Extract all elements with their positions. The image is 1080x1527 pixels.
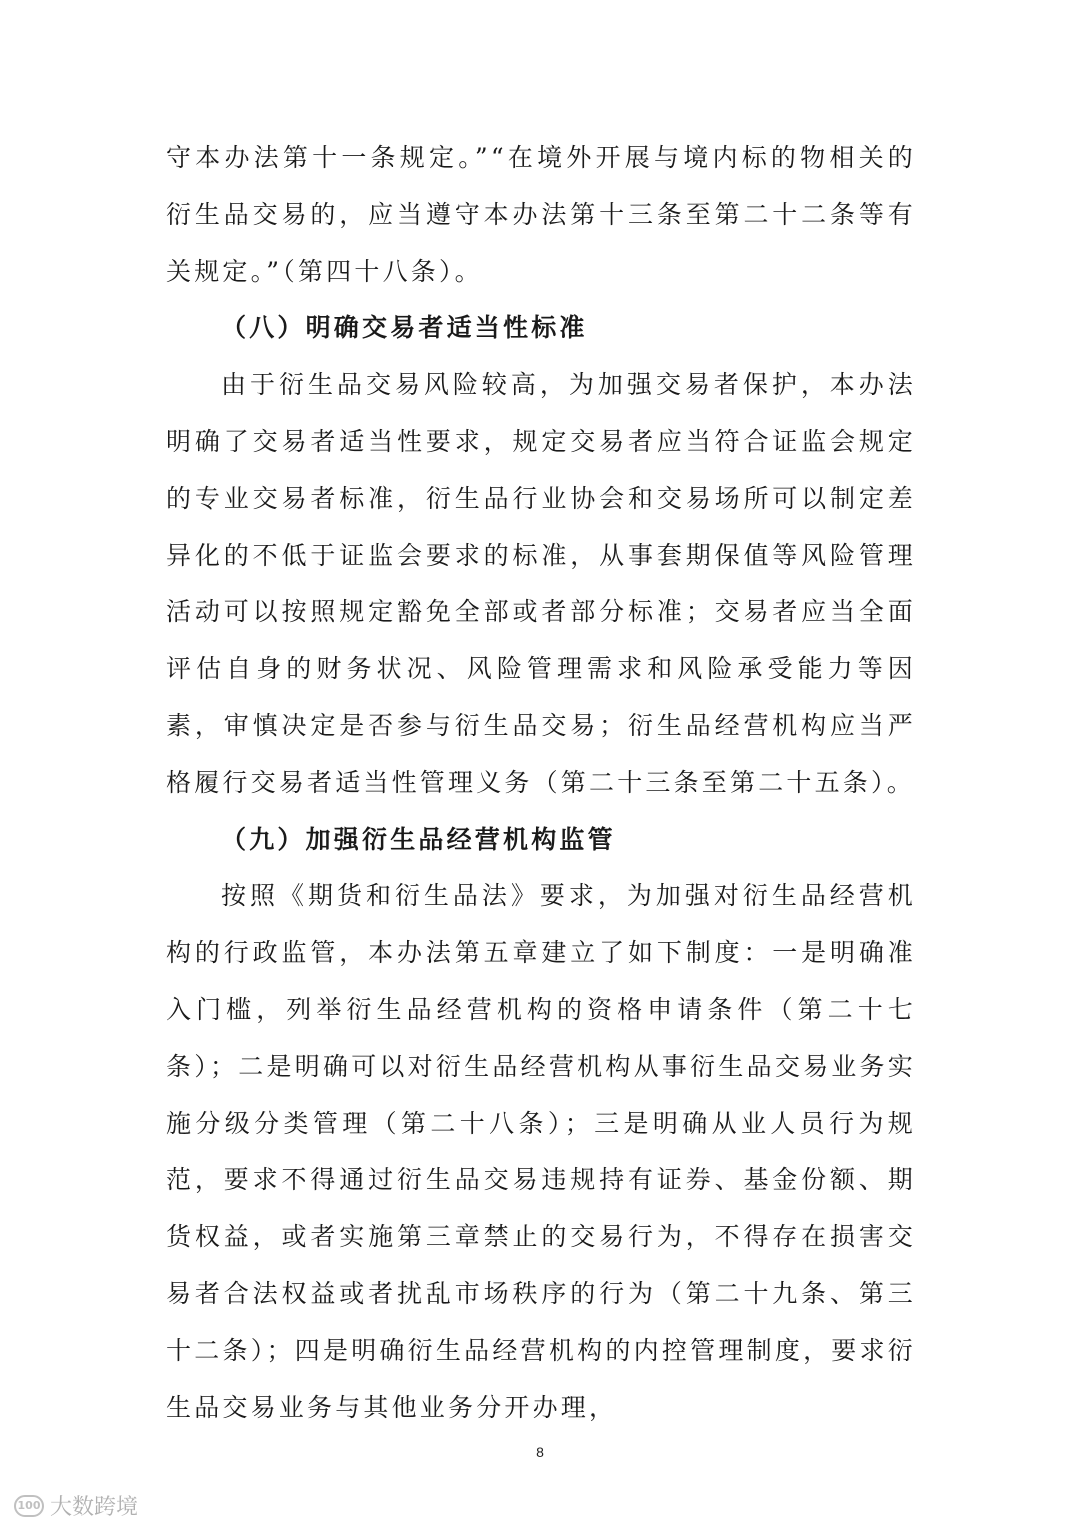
watermark: [14, 1490, 138, 1521]
paragraph-continuation: 守本办法第十一条规定。”“在境外开展与境内标的物相关的衍生品交易的，应当遵守本办法第十三条至第二十二条等有关规定。”（第四十八条）。: [166, 143, 916, 286]
document-body: [166, 130, 916, 1436]
section-heading-9: （九）加强衍生品经营机构监管: [221, 824, 616, 854]
page-number: 8: [536, 1444, 544, 1460]
paragraph-investor-suitability: 由于衍生品交易风险较高，为加强交易者保护，本办法明确了交易者适当性要求，规定交易者应当符合证监会规定的专业交易者标准，衍生品行业协会和交易场所可以制定差异化的不低于证监会要求的标准，从事套期保值等风险管理活动可以按照规定豁免全部或者部分标准；交易者应当全面评估自身的财务状况、风险管理需求和风险承受能力等因素，审慎决定是否参与衍生品交易；衍生品经营机构应当严格履行交易者适当性管理义务（第二十三条至第二十五条）。: [166, 370, 916, 797]
paragraph-institution-supervision: 按照《期货和衍生品法》要求，为加强对衍生品经营机构的行政监管，本办法第五章建立了如下制度：一是明确准入门槛，列举衍生品经营机构的资格申请条件（第二十七条）；二是明确可以对衍生品经营机构从事衍生品交易业务实施分级分类管理（第二十八条）；三是明确从业人员行为规范，要求不得通过衍生品交易违规持有证券、基金份额、期货权益，或者实施第三章禁止的交易行为，不得存在损害交易者合法权益或者扰乱市场秩序的行为（第二十九条、第三十二条）；四是明确衍生品经营机构的内控管理制度，要求衍生品交易业务与其他业务分开办理，: [166, 881, 916, 1422]
watermark-text: 大数跨境: [50, 1495, 139, 1520]
section-heading-8: （八）明确交易者适当性标准: [221, 313, 588, 343]
watermark-logo-icon: 100: [14, 1495, 44, 1517]
